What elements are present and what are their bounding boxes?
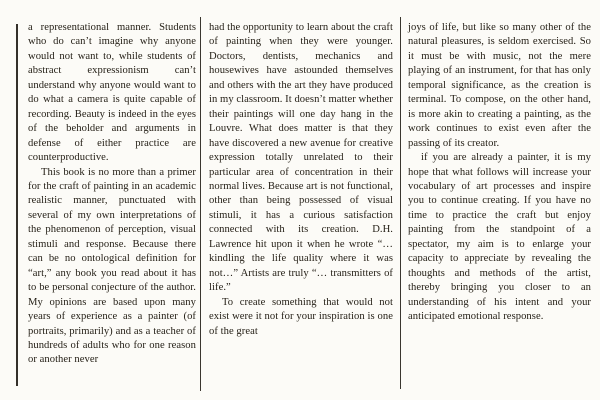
text-column-middle xyxy=(209,21,393,339)
text-column-left xyxy=(28,21,196,368)
column-divider xyxy=(200,17,201,391)
paragraph: had the opportunity to learn about the craft of painting when they were younger. Doctors, dentists, mechanics and housewives have astounded themselves and others with the art they have produced in my classroom. It doesn’t matter whether their paintings will one day hang in the Louvre. What does matter is that they have discovered a new avenue for creative expression totally unrelated to their particular area of concentration in their normal lives. Because art is not functional, other than being possessed of visual stimuli, it has a curious satisfaction connected with its creation. D.H. Lawrence hit upon it when he wrote “… kindling the life quality where it was not…” Artists are truly “… transmitters of life.” xyxy=(209,22,394,294)
paragraph: joys of life, but like so many other of the natural pleasures, is seldom exercised. So it must be with music, not the mere playing of an instrument, for that has only temporal significance, as the creation is terminal. To compose, on the other hand, is more akin to creating a painting, as the work continues to exist even after the passing of its creator. xyxy=(408,22,591,149)
paragraph: if you are already a painter, it is my hope that what follows will increase your vocabulary of art processes and inspire you to continue creating. If you have no time to practice the craft but enjoy painting from the standpoint of a spectator, my aim is to enlarge your capacity to appreciate by revealing the thoughts and methods of the artist, thereby bringing you closer to an understanding of his intent and your anticipated emotional response. xyxy=(408,152,591,323)
column-divider xyxy=(400,17,401,389)
text-column-right xyxy=(408,21,591,325)
paragraph: This book is no more than a primer for the craft of painting in an academic realistic manner, punctuated with several of my own interpretations of the phenomenon of perception, visual stimuli and response. Because there can be no ontological definition for “art,” any book you read about it has to be personal conjecture of the author. My opinions are based upon many years of experience as a painter (of portraits, primarily) and as a teacher of hundreds of adults who for one reason or another never xyxy=(28,166,196,366)
paragraph: a representational manner. Students who do can’t imagine why anyone would not want to, while students of abstract expressionism can’t understand why anyone would want to do what a camera is quite capable of recording. Beauty is indeed in the eyes of the beholder and arguments in defense of either practice are counterproductive. xyxy=(28,22,196,164)
page-gutter-line xyxy=(16,24,18,386)
paragraph: To create something that would not exist were it not for your inspiration is one of the great xyxy=(209,296,393,337)
